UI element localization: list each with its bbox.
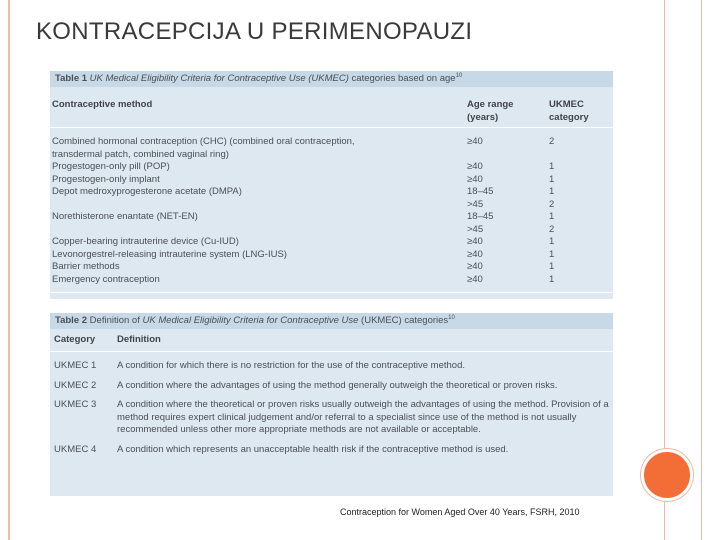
age-cell: ≥40 — [467, 261, 483, 272]
age-cell: 18–45 — [467, 211, 494, 222]
table2-title-prefix: Definition of — [87, 315, 143, 326]
table-row — [50, 399, 613, 437]
table-row — [50, 360, 613, 373]
header-cat-line2: category — [549, 111, 589, 123]
header-definition: Definition — [117, 334, 161, 345]
table-row — [50, 174, 613, 187]
header-age-range — [467, 99, 513, 124]
age-cell: ≥40 — [467, 248, 483, 260]
category-cell: UKMEC 3 — [54, 399, 97, 410]
table2-caption — [50, 313, 613, 329]
table-row — [50, 136, 613, 149]
header-age-line1: Age range — [467, 99, 514, 110]
category-cell: 1 — [549, 248, 555, 260]
table1-header — [50, 87, 613, 128]
age-cell: ≥40 — [467, 273, 483, 285]
table2-header — [50, 329, 613, 352]
category-cell: 2 — [549, 136, 555, 147]
category-cell: 1 — [549, 273, 555, 285]
method-cell: transdermal patch, combined vaginal ring) — [52, 148, 229, 160]
table-row — [50, 444, 613, 457]
method-cell: Progestogen-only implant — [52, 173, 160, 185]
age-cell: 18–45 — [467, 186, 494, 197]
method-cell: Emergency contraception — [52, 273, 160, 285]
age-cell: ≥40 — [467, 136, 483, 147]
table-row — [50, 236, 613, 249]
category-cell: 1 — [549, 161, 555, 172]
table1-caption — [50, 71, 613, 87]
age-cell: ≥40 — [467, 161, 483, 172]
table-row — [50, 380, 613, 393]
table-row — [50, 224, 613, 237]
table-row — [50, 199, 613, 212]
definition-cell: A condition where the theoretical or proven risks usually outweigh the advantages of using the method. Provision of a method requires expert clinical judgement and/or referral to a specialist since use of the method is not usually recommended unless other more appropriate methods are not available or acceptable. — [117, 399, 609, 435]
decorative-circle — [641, 449, 693, 501]
header-cat-line1: UKMEC — [549, 99, 584, 110]
source-citation: Contraception for Women Aged Over 40 Years, FSRH, 2010 — [340, 507, 580, 517]
definition-cell: A condition which represents an unacceptable health risk if the contraceptive method is used. — [117, 443, 509, 455]
table1-title: UK Medical Eligibility Criteria for Contraceptive Use (UKMEC) — [89, 73, 349, 84]
table-row — [50, 161, 613, 174]
method-cell: Norethisterone enantate (NET-EN) — [52, 211, 198, 222]
ukmec-definition-table — [50, 313, 613, 496]
table-row — [50, 211, 613, 224]
definition-cell: A condition where the advantages of using the method generally outweigh the theoretical or proven risks. — [117, 379, 558, 391]
table-row — [50, 261, 613, 274]
age-cell: >45 — [467, 198, 484, 210]
table1-title-suffix: categories based on age — [348, 73, 456, 84]
category-cell: 2 — [549, 198, 555, 210]
method-cell: Levonorgestrel-releasing intrauterine system (LNG-IUS) — [52, 248, 287, 260]
table1-body — [50, 128, 613, 286]
category-cell: 1 — [549, 186, 555, 197]
table-row — [50, 274, 613, 287]
header-age-line2: (years) — [467, 111, 499, 123]
definition-cell: A condition for which there is no restriction for the use of the contraceptive method. — [117, 360, 465, 371]
method-cell: Combined hormonal contraception (CHC) (combined oral contraception, — [52, 136, 355, 147]
age-cell: ≥40 — [467, 236, 483, 247]
age-cell: ≥40 — [467, 173, 483, 185]
header-contraceptive-method: Contraceptive method — [52, 99, 153, 110]
method-cell: Copper-bearing intrauterine device (Cu-IUD) — [52, 236, 239, 247]
category-cell: UKMEC 4 — [54, 443, 97, 455]
table1-bottom-rule — [50, 292, 613, 293]
table1-ref: 10 — [455, 72, 463, 79]
left-frame-line — [8, 0, 10, 540]
category-cell: 1 — [549, 261, 555, 272]
category-cell: 1 — [549, 173, 555, 185]
category-cell: UKMEC 1 — [54, 360, 97, 371]
table2-ref: 10 — [448, 314, 455, 321]
ukmec-age-table — [50, 71, 613, 299]
header-category: Category — [54, 334, 96, 345]
method-cell: Progestogen-only pill (POP) — [52, 161, 170, 172]
table2-title: UK Medical Eligibility Criteria for Contraceptive Use — [142, 315, 359, 326]
table1-label: Table 1 — [55, 73, 88, 84]
table2-label: Table 2 — [55, 315, 88, 326]
method-cell: Depot medroxyprogesterone acetate (DMPA) — [52, 186, 242, 197]
category-cell: UKMEC 2 — [54, 379, 97, 391]
table-row — [50, 149, 613, 162]
header-ukmec-category — [549, 99, 589, 124]
age-cell: >45 — [467, 223, 484, 235]
category-cell: 1 — [549, 236, 555, 247]
table-row — [50, 186, 613, 199]
category-cell: 2 — [549, 223, 555, 235]
category-cell: 1 — [549, 211, 555, 222]
table2-body — [50, 352, 613, 456]
table-row — [50, 249, 613, 262]
slide-title: KONTRACEPCIJA U PERIMENOPAUZI — [36, 18, 473, 45]
table2-title-suffix: (UKMEC) categories — [358, 315, 449, 326]
method-cell: Barrier methods — [52, 261, 120, 272]
